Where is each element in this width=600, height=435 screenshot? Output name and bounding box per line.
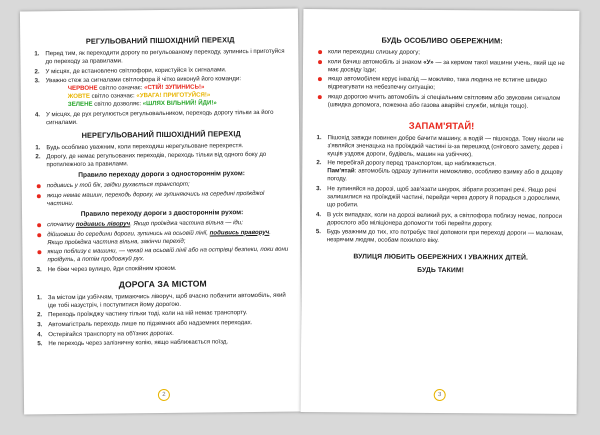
left-page [20, 9, 302, 415]
item-text: Переходь проїжджу частину тільки тоді, коли на ній немає транспорту. [48, 309, 248, 319]
item-text: У місцях, де встановлено світлофори, користуйся їх сигналами. [45, 65, 227, 75]
signal-color-red: ЧЕРВОНЕ [67, 84, 98, 93]
item-text: Не зупиняйся на дорозі, щоб зав'язати шнурок, зібрати розсипані речі. Якщо речі залишилися на проїжджій частині, перейди через дорогу й порадься з дорослими, що робити. [327, 185, 561, 209]
list-item [37, 291, 289, 310]
list-item [316, 134, 566, 160]
item-text: Не біжи через вулицю, йди спокійним кроком. [47, 264, 177, 273]
item-text: Будь уважним до тих, хто потребує твої допомоги при переході дороги — малюкам, незрячим людям, особам похилого віку. [326, 228, 564, 245]
list-item [316, 228, 566, 246]
bullet-emphasis: «У» [423, 58, 434, 66]
signal-text: світло означає: [89, 92, 137, 100]
item-text: В усіх випадках, коли на дорозі великий рух, а світлофора поблизу немає, попроси дорослого або міліціонера допомогти тобі перейти дорогу. [326, 210, 562, 227]
item-number: 3. [36, 266, 42, 274]
item-text: Дорогу, де немає регульованих переходів, переходь тільки від одного боку до протилежного за правилами. [46, 151, 267, 169]
item-text: За містом іди узбіччям, тримаючись ліворуч, щоб вчасно побачити автомобіль, який іде тобі назустріч, і поступитися йому дорогою. [47, 291, 286, 309]
item-text: Не переходь через залізничну колію, якщо наближається поїзд. [48, 338, 229, 348]
item-number: 3. [316, 185, 322, 193]
closing-line-2: БУДЬ ТАКИМ! [417, 266, 465, 275]
item-number: 1. [34, 50, 40, 58]
regulated-crossing-list [34, 48, 287, 127]
one-way-rule-list [36, 180, 288, 208]
list-item [317, 93, 567, 111]
signal-command: «ШЛЯХ ВІЛЬНИЙ! ЙДИ!» [142, 99, 217, 108]
bullet-emphasis: подивись праворуч [209, 228, 270, 237]
regulated-crossing-heading: РЕГУЛЬОВАНИЙ ПІШОХІДНИЙ ПЕРЕХІД [85, 35, 235, 46]
left-page-content [34, 35, 289, 350]
bullet-text: коли переходиш слизьку дорогу; [328, 48, 421, 56]
item-text: Уважно стеж за сигналами світлофора й чітко виконуй його команди: [45, 75, 242, 85]
remember-list [316, 134, 567, 246]
be-careful-list [317, 48, 567, 111]
item-number: 1. [316, 133, 322, 141]
bullet-icon [318, 95, 322, 99]
be-careful-heading: БУДЬ ОСОБЛИВО ОБЕРЕЖНИМ: [381, 35, 503, 46]
bullet-text: . Якщо проїжджа частина вільна — іди; [130, 219, 243, 228]
out-of-town-list [37, 291, 290, 348]
bullet-text: якщо немає машин, переходь дорогу, не зупиняючись на середині проїжджої частини. [46, 189, 265, 208]
bullet-icon [37, 194, 41, 198]
traffic-signal-green [68, 99, 287, 109]
bullet-text: дійшовши до середини дороги, зупинись на осьовій лінії, [47, 229, 210, 238]
bullet-text: спочатку [47, 220, 76, 229]
list-item [35, 75, 287, 110]
list-item [317, 58, 567, 76]
signal-color-yellow: ЖОВТЕ [67, 92, 90, 101]
bullet-text: якщо автомобілем керує інвалід — можливо, така людина не встигне швидко відреагувати на небезпечну ситуацію; [327, 75, 547, 92]
bullet-text: якщо поблизу є машини, — чекай на осьовій лінії або на острівці безпеки, поки вони проїдуть, а потім продовжуй рух. [47, 245, 289, 264]
item-number: 2. [34, 67, 40, 75]
bullet-text: якщо дорогою мчить автомобіль зі спеціальним світловим або звуковим сигналом (швидка допомога, пожежна або газова аварійні служби, міліція тощо). [327, 92, 561, 110]
list-item [37, 338, 289, 349]
bullet-icon [37, 250, 41, 254]
bullet-emphasis: подивись ліворуч [75, 220, 131, 228]
two-way-rule-list [36, 219, 288, 265]
item-text: Автомагістраль переходь лише по підземних або надземних переходах. [48, 318, 253, 329]
bullet-text: коли бачиш автомобіль зі знаком [328, 57, 424, 66]
item-number: 1. [35, 144, 41, 152]
item-number: 2. [316, 159, 322, 167]
unregulated-crossing-heading: НЕРЕГУЛЬОВАНИЙ ПІШОХІДНИЙ ПЕРЕХІД [81, 128, 241, 140]
note-text: : автомобіль одразу зупинити неможливо, особливо взимку або в дощову погоду. [327, 167, 563, 183]
page-number-right: 3 [434, 389, 446, 401]
list-item [316, 211, 566, 229]
remember-heading: ЗАПАМ'ЯТАЙ! [408, 119, 475, 132]
item-text: Будь особливо уважним, коли переходиш нерегульоване перехрестя. [46, 141, 244, 151]
list-item [36, 190, 288, 209]
list-item [34, 48, 286, 67]
item-number: 1. [36, 294, 43, 302]
item-number: 4. [37, 330, 43, 338]
signal-text: світло означає: [97, 84, 145, 92]
item-number: 4. [315, 210, 322, 218]
closing-line-1: ВУЛИЦЯ ЛЮБИТЬ ОБЕРЕЖНИХ І УВАЖНИХ ДІТЕЙ. [353, 253, 529, 262]
bullet-text: подивись у той бік, звідки рухається транспорт; [46, 181, 190, 190]
list-item [35, 108, 287, 127]
list-item [36, 228, 288, 247]
bullet-text: — за кермом такої машини учень, який ще не має досвіду їзди; [327, 58, 565, 74]
list-item [316, 185, 566, 211]
bullet-text: . Якщо проїжджа частина вільна, закінчи перехід; [47, 228, 272, 246]
note-label: Пам'ятай [327, 167, 355, 175]
right-page [301, 9, 580, 414]
item-number: 3. [37, 321, 43, 329]
bullet-icon [37, 223, 41, 227]
page-number-left: 2 [158, 389, 170, 401]
one-way-rule-heading: Правило переходу дороги з одностороннім рухом: [78, 170, 245, 180]
unregulated-crossing-list [35, 141, 287, 169]
list-item [35, 151, 287, 170]
item-text: Остерігайся транспорту на об'їзних дорогах. [48, 329, 174, 338]
list-item [316, 160, 566, 186]
two-way-rule-heading: Правило переходу дороги з двостороннім рухом: [80, 209, 244, 218]
bullet-icon [318, 50, 322, 54]
item-text: У місцях, де рух регулюється регульовальником, переходь дорогу тільки за його сигналами. [45, 108, 274, 126]
bullet-icon [318, 77, 322, 81]
bullet-icon [37, 185, 41, 189]
signal-command: «СТІЙ! ЗУПИНИСЬ!» [144, 83, 205, 92]
item-number: 4. [34, 111, 41, 119]
item-text: Не перебігай дорогу перед транспортом, що наближається. [327, 159, 497, 168]
bullet-icon [37, 233, 41, 237]
unregulated-crossing-list-cont [37, 263, 289, 274]
item-number: 5. [315, 228, 321, 236]
signal-command: «УВАГА! ПРИГОТУЙСЯ!» [136, 91, 211, 100]
signal-color-green: ЗЕЛЕНЕ [67, 100, 93, 109]
item-number: 3. [34, 77, 40, 85]
signal-text: світло дозволяє: [92, 100, 143, 108]
item-number: 5. [37, 340, 43, 348]
item-number: 2. [35, 153, 41, 161]
list-item [37, 263, 289, 274]
right-page-content [316, 35, 568, 280]
item-number: 2. [37, 311, 43, 319]
bullet-icon [318, 60, 322, 64]
item-text: Пішохід завжди повинен добре бачити машину, а водій — пішохода. Тому ніколи не з'являйся зненацька на проїжджій частині із-за перешкод (снігового замету, дерев і кущів уздовж дороги, будівель, машин на узбіччях). [327, 133, 564, 159]
out-of-town-heading: ДОРОГА ЗА МІСТОМ [118, 278, 207, 290]
list-item [317, 75, 567, 93]
item-text: Перед тим, як переходити дорогу по регульованому переходу, зупинись і приготуйся до переходу за правилами. [45, 47, 285, 66]
list-item [317, 48, 567, 58]
list-item [36, 246, 288, 265]
